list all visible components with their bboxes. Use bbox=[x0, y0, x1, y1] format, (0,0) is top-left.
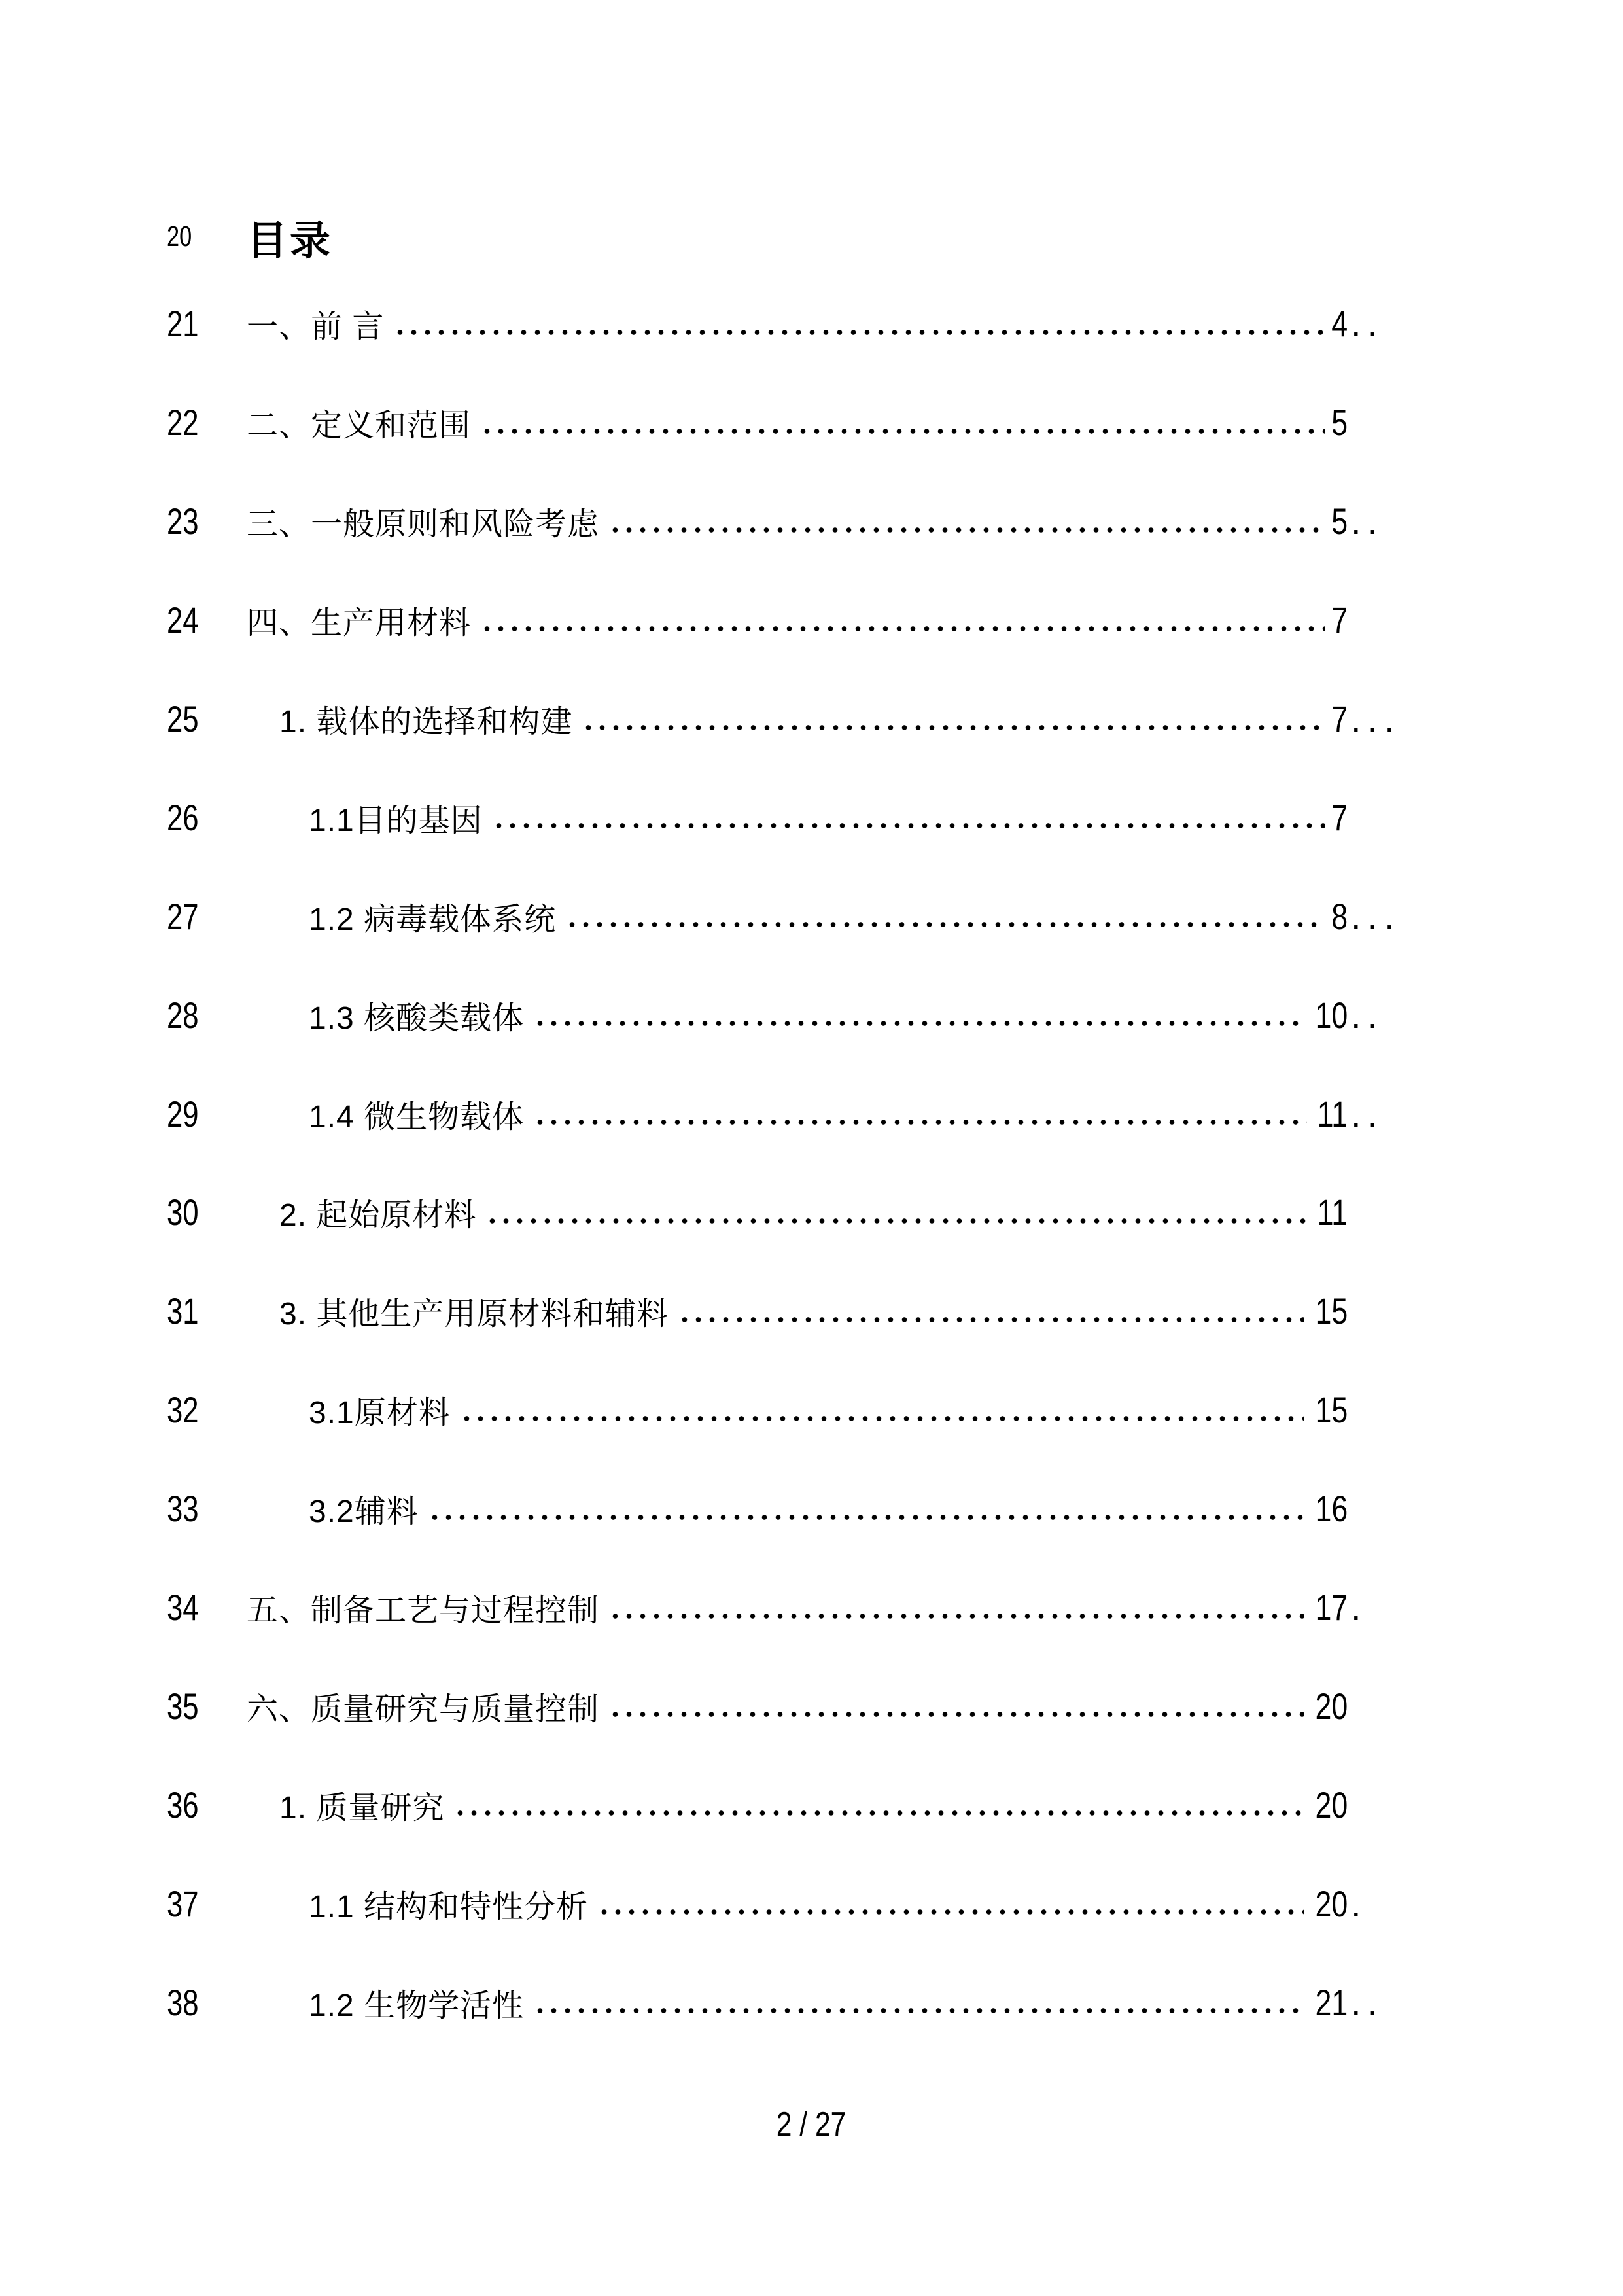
line-number: 20 bbox=[167, 221, 192, 253]
toc-entry-label: 1. 载体的选择和构建 bbox=[279, 705, 573, 739]
toc-entry-label: 1.4 微生物载体 bbox=[309, 1099, 525, 1135]
dot-leader bbox=[389, 308, 1325, 340]
toc-entries bbox=[0, 275, 1623, 2052]
dot-leader bbox=[674, 1296, 1304, 1327]
toc-entry-label: 3.2辅料 bbox=[309, 1494, 419, 1530]
line-number: 22 bbox=[167, 402, 199, 444]
toc-entry[interactable]: 37 1.1 结构和特性分析 20 . bbox=[0, 1854, 1623, 1953]
toc-entry[interactable] bbox=[0, 571, 1623, 669]
toc-heading-row bbox=[0, 201, 1623, 273]
toc-entry-label: 2. 起始原材料 bbox=[279, 1198, 477, 1233]
line-number: 33 bbox=[167, 1488, 199, 1530]
dot-leader bbox=[604, 506, 1325, 537]
toc-entry[interactable] bbox=[0, 1756, 1623, 1854]
dot-leader bbox=[529, 1098, 1307, 1129]
toc-entry[interactable]: 38 1.2 生物学活性 21 .. bbox=[0, 1953, 1623, 2052]
toc-title: 目录 bbox=[247, 218, 334, 264]
dot-leader bbox=[476, 407, 1325, 438]
page-number: 7 bbox=[1331, 698, 1348, 739]
toc-entry-label: 1.1目的基因 bbox=[309, 803, 483, 838]
toc-entry[interactable] bbox=[0, 1360, 1623, 1459]
line-number: 30 bbox=[167, 1192, 199, 1233]
dot-leader bbox=[529, 1987, 1304, 2018]
toc-entry-label: 二、定义和范围 bbox=[247, 408, 472, 444]
line-number: 25 bbox=[167, 698, 199, 739]
toc-entry-label: 1.2 生物学活性 bbox=[309, 1988, 525, 2023]
page-number: 5 bbox=[1331, 501, 1348, 542]
toc-entry[interactable]: 27 1.2 病毒载体系统 8 ... bbox=[0, 867, 1623, 966]
dot-leader bbox=[488, 802, 1325, 833]
toc-entry[interactable] bbox=[0, 1262, 1623, 1360]
toc-entry[interactable] bbox=[0, 1657, 1623, 1756]
toc-entry-label: 1. 质量研究 bbox=[279, 1790, 445, 1826]
toc-entry-label: 六、质量研究与质量控制 bbox=[247, 1691, 600, 1727]
page-number: 11 bbox=[1317, 1192, 1348, 1233]
page-number: 21 bbox=[1315, 1981, 1348, 2023]
page-number: 8 bbox=[1331, 895, 1348, 937]
dot-leader bbox=[593, 1888, 1304, 1919]
page-number: 4 bbox=[1331, 303, 1348, 345]
page-number: 15 bbox=[1315, 1389, 1348, 1431]
line-number: 26 bbox=[167, 796, 199, 838]
toc-entry[interactable] bbox=[0, 1163, 1623, 1262]
line-number: 27 bbox=[167, 895, 199, 937]
dot-leader bbox=[604, 1592, 1304, 1623]
dot-leader bbox=[456, 1394, 1304, 1426]
toc-entry[interactable] bbox=[0, 1459, 1623, 1558]
dot-leader bbox=[561, 900, 1325, 932]
dot-leader bbox=[604, 1690, 1304, 1722]
page-number: 20 bbox=[1315, 1882, 1348, 1924]
dot-leader bbox=[449, 1789, 1304, 1820]
line-number: 32 bbox=[167, 1389, 199, 1431]
page-number: 11 bbox=[1317, 1093, 1348, 1135]
line-number: 38 bbox=[167, 1981, 199, 2023]
toc-entry[interactable] bbox=[0, 768, 1623, 867]
toc-entry-label: 3.1原材料 bbox=[309, 1396, 451, 1431]
toc-entry-label: 3. 其他生产用原材料和辅料 bbox=[279, 1297, 669, 1332]
page-number: 7 bbox=[1331, 599, 1348, 641]
page-number: 15 bbox=[1315, 1290, 1348, 1332]
line-number: 36 bbox=[167, 1784, 199, 1826]
page-number: 20 bbox=[1315, 1685, 1348, 1727]
toc-entry[interactable]: 29 1.4 微生物载体 11 .. bbox=[0, 1065, 1623, 1163]
line-number: 29 bbox=[167, 1093, 199, 1135]
toc-entry-label: 一、前 言 bbox=[247, 309, 385, 345]
page-indicator: 2 / 27 bbox=[777, 2106, 846, 2144]
page-number: 20 bbox=[1315, 1784, 1348, 1826]
toc-entry[interactable]: 21 一、前 言 4 .. bbox=[0, 275, 1623, 374]
toc-entry[interactable]: 34 五、制备工艺与过程控制 17 . bbox=[0, 1558, 1623, 1657]
page-number: 10 bbox=[1315, 994, 1348, 1036]
toc-entry-label: 1.3 核酸类载体 bbox=[309, 1000, 525, 1036]
line-number: 23 bbox=[167, 501, 199, 542]
dot-leader bbox=[476, 605, 1325, 636]
line-number: 21 bbox=[167, 303, 199, 345]
page-number: 17 bbox=[1315, 1587, 1348, 1629]
line-number: 28 bbox=[167, 994, 199, 1036]
line-number: 24 bbox=[167, 599, 199, 641]
page-footer bbox=[0, 2096, 1623, 2153]
page-number: 5 bbox=[1331, 402, 1348, 444]
dot-leader bbox=[529, 999, 1304, 1031]
line-number: 31 bbox=[167, 1290, 199, 1332]
toc-entry[interactable]: 23 三、一般原则和风险考虑 5 .. bbox=[0, 472, 1623, 571]
toc-entry-label: 1.1 结构和特性分析 bbox=[309, 1889, 589, 1924]
dot-leader bbox=[481, 1197, 1306, 1228]
toc-entry-label: 四、生产用材料 bbox=[247, 606, 472, 641]
toc-entry[interactable] bbox=[0, 373, 1623, 472]
line-number: 35 bbox=[167, 1685, 199, 1727]
line-number: 34 bbox=[167, 1587, 199, 1629]
page-number: 7 bbox=[1331, 796, 1348, 838]
toc-entry[interactable]: 28 1.3 核酸类载体 10 .. bbox=[0, 966, 1623, 1065]
toc-entry-label: 五、制备工艺与过程控制 bbox=[247, 1593, 600, 1629]
dot-leader bbox=[578, 703, 1324, 735]
toc-entry-label: 三、一般原则和风险考虑 bbox=[247, 507, 600, 542]
dot-leader bbox=[424, 1493, 1304, 1525]
page-number: 16 bbox=[1315, 1488, 1348, 1530]
line-number: 37 bbox=[167, 1882, 199, 1924]
toc-entry-label: 1.2 病毒载体系统 bbox=[309, 902, 557, 937]
toc-entry[interactable]: 25 1. 载体的选择和构建 7 ... bbox=[0, 669, 1623, 768]
